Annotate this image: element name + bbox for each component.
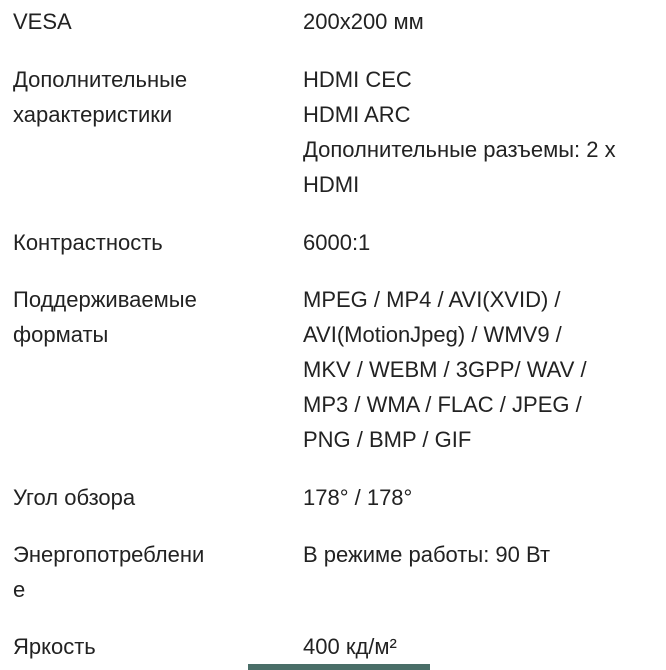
spec-label: Дополнительные характеристики [13, 67, 188, 127]
spec-label: Угол обзора [13, 485, 136, 510]
spec-label: Контрастность [13, 230, 163, 255]
spec-value: HDMI CEC HDMI ARC Дополнительные разъемы: 2 x HDMI [303, 67, 616, 197]
spec-value: 6000:1 [303, 230, 371, 255]
spec-value: 400 кд/м² [303, 634, 397, 659]
spec-value: В режиме работы: 90 Вт [303, 542, 551, 567]
spec-label: Поддерживаемые форматы [13, 287, 197, 347]
spec-value: MPEG / MP4 / AVI(XVID) / AVI(MotionJpeg) / WMV9 / MKV / WEBM / 3GPP/ WAV / MP3 / WMA / FLAC / JPEG / PNG / BMP / GIF [303, 287, 587, 452]
spec-label: VESA [13, 9, 72, 34]
spec-value: 178° / 178° [303, 485, 413, 510]
spec-label: Энергопотреблени е [13, 542, 205, 602]
spec-label: Яркость [13, 634, 96, 659]
spec-value: 200x200 мм [303, 9, 424, 34]
bottom-scroll-indicator [248, 664, 430, 670]
